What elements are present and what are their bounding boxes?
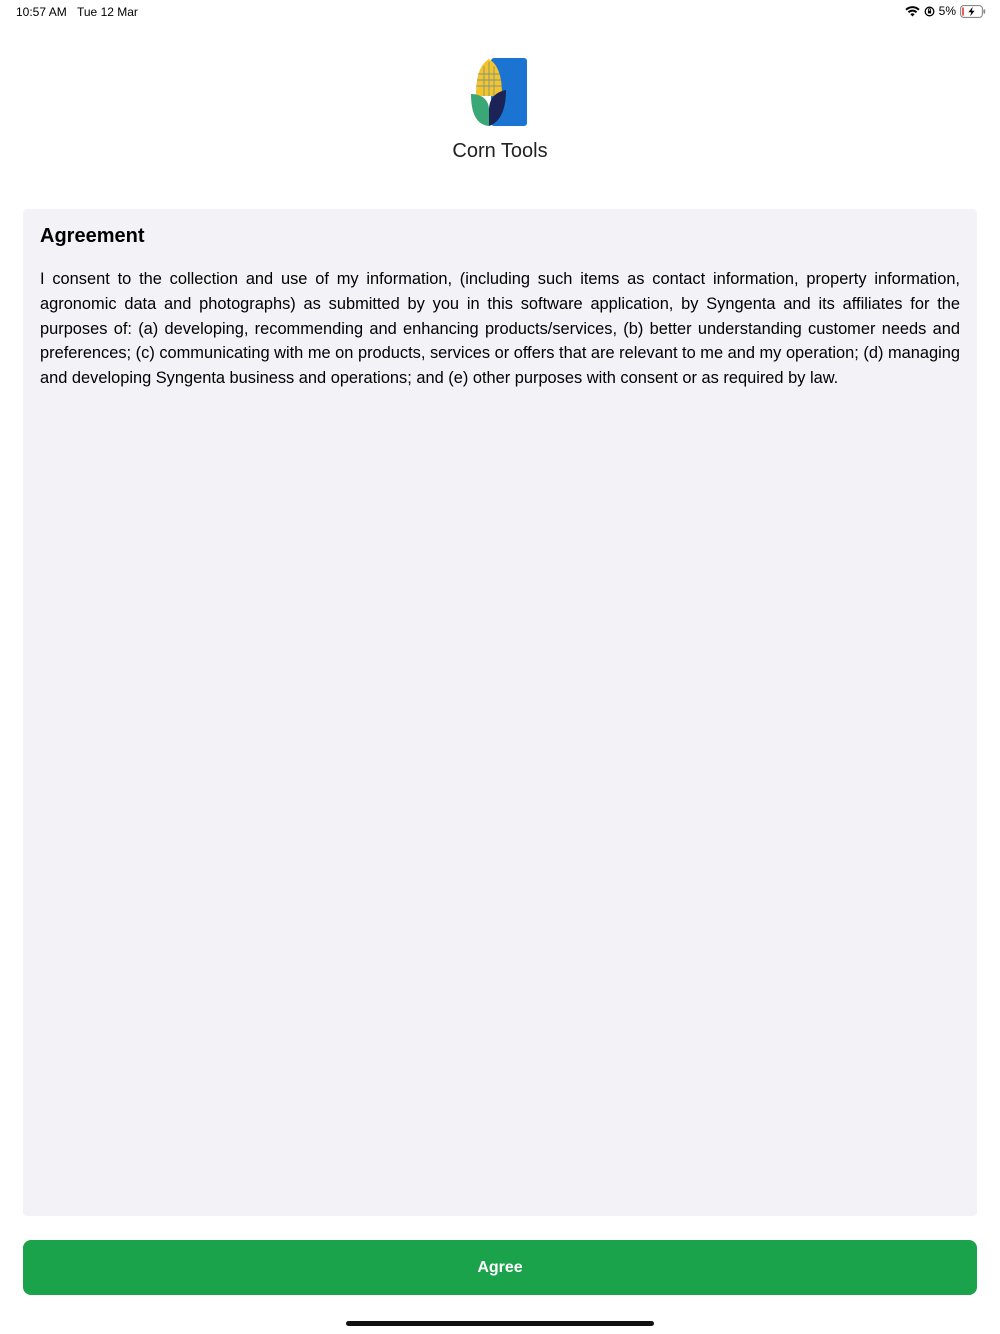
status-date: Tue 12 Mar	[77, 5, 138, 19]
app-header	[0, 56, 1000, 163]
agreement-text: I consent to the collection and use of my information, (including such items as contact information, property information, agronomic data and photographs) as submitted by you in this software application, by Syngenta and its affiliates for the purposes of: (a) developing, recommending and enhancing products/services, (b) better understanding customer needs and preferences; (c) communicating with me on products, services or offers that are relevant to me and my operation; (d) managing and developing Syngenta business and operations; and (e) other purposes with consent or as required by law.	[40, 270, 960, 388]
battery-charging-icon	[960, 5, 986, 18]
wifi-icon	[905, 5, 920, 17]
battery-percent: 5%	[938, 4, 956, 18]
orientation-lock-icon	[924, 6, 935, 17]
status-bar	[0, 0, 1000, 24]
app-name: Corn Tools	[452, 140, 548, 162]
agreement-panel[interactable]	[23, 209, 977, 1216]
status-time: 10:57 AM	[16, 5, 67, 19]
agreement-title: Agreement	[40, 225, 145, 247]
status-indicators	[905, 4, 986, 18]
agree-button[interactable]: Agree	[23, 1240, 977, 1295]
corn-cob-logo	[0, 56, 1000, 128]
home-indicator[interactable]	[346, 1321, 654, 1326]
